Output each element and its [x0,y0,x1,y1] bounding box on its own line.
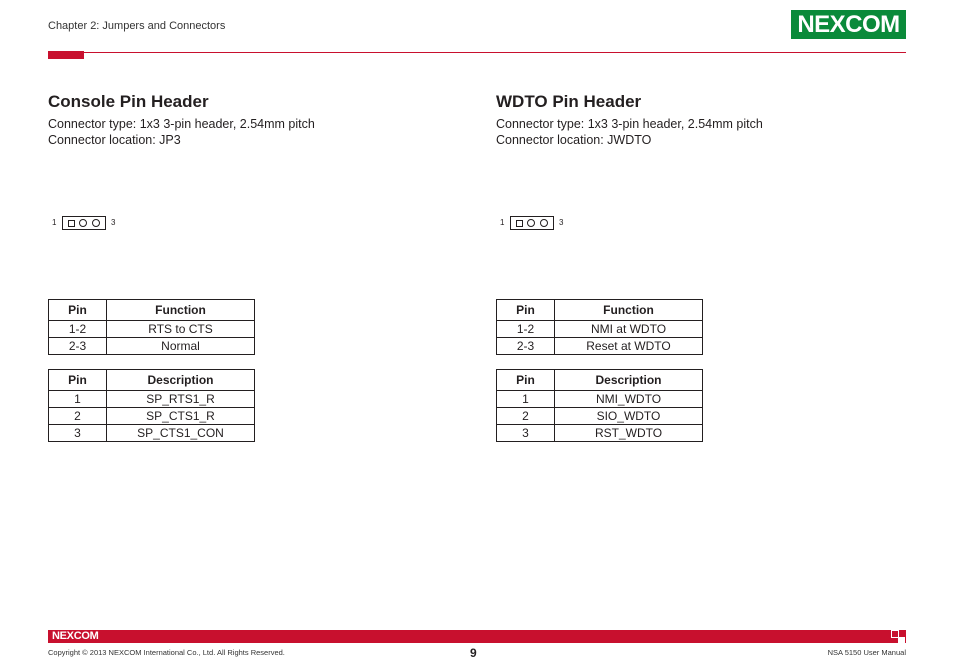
chapter-heading: Chapter 2: Jumpers and Connectors [48,20,226,32]
table-row [49,338,255,355]
manual-title: NSA 5150 User Manual [827,648,906,657]
table-header: Description [555,370,703,391]
wdto-function-table [496,299,703,355]
header-divider [84,52,906,53]
table-header: Pin [497,370,555,391]
table-cell: SIO_WDTO [555,408,703,425]
table-cell: 3 [497,425,555,442]
console-pin-last-label: 3 [111,218,116,227]
table-cell: 2 [497,408,555,425]
table-cell: NMI_WDTO [555,391,703,408]
table-cell: NMI at WDTO [555,321,703,338]
pin-2-circle [527,219,535,227]
table-cell: Reset at WDTO [555,338,703,355]
console-pin-header-diagram [62,216,106,230]
console-connector-type: Connector type: 1x3 3-pin header, 2.54mm pitch [48,117,315,131]
wdto-description-table [496,369,703,442]
table-row [497,391,703,408]
table-cell: SP_RTS1_R [107,391,255,408]
section-title-console: Console Pin Header [48,92,209,111]
pin-1-square [68,220,75,227]
table-cell: 2 [49,408,107,425]
table-cell: RTS to CTS [107,321,255,338]
footer-logo: NEXCOM [52,630,99,642]
console-connector-location: Connector location: JP3 [48,133,181,147]
header-red-block [48,51,84,59]
table-row [49,408,255,425]
table-header: Pin [497,300,555,321]
table-row [49,321,255,338]
table-cell: SP_CTS1_CON [107,425,255,442]
console-description-table [48,369,255,442]
table-cell: SP_CTS1_R [107,408,255,425]
table-row [497,408,703,425]
wdto-pin-last-label: 3 [559,218,564,227]
wdto-connector-type: Connector type: 1x3 3-pin header, 2.54mm pitch [496,117,763,131]
nexcom-logo [791,10,906,39]
table-header: Pin [49,300,107,321]
table-cell: Normal [107,338,255,355]
table-cell: 1-2 [49,321,107,338]
table-cell: 1 [497,391,555,408]
wdto-pin-first-label: 1 [500,218,505,227]
table-row [497,338,703,355]
pin-2-circle [79,219,87,227]
table-row [497,425,703,442]
table-row [49,391,255,408]
table-cell: 1 [49,391,107,408]
console-pin-first-label: 1 [52,218,57,227]
table-cell: 3 [49,425,107,442]
table-header: Function [555,300,703,321]
footer-corner-notch [898,637,905,643]
page-number: 9 [470,646,477,660]
wdto-connector-location: Connector location: JWDTO [496,133,652,147]
table-cell: 1-2 [497,321,555,338]
table-cell: 2-3 [49,338,107,355]
console-function-table [48,299,255,355]
footer-bar [48,630,906,643]
table-cell: RST_WDTO [555,425,703,442]
section-title-wdto: WDTO Pin Header [496,92,642,111]
pin-1-square [516,220,523,227]
table-header: Description [107,370,255,391]
pin-3-circle [540,219,548,227]
table-row [49,425,255,442]
copyright-text: Copyright © 2013 NEXCOM International Co., Ltd. All Rights Reserved. [48,648,285,657]
table-header: Function [107,300,255,321]
logo-text: NEXCOM [797,10,900,38]
table-row [497,321,703,338]
table-header: Pin [49,370,107,391]
pin-3-circle [92,219,100,227]
wdto-pin-header-diagram [510,216,554,230]
table-cell: 2-3 [497,338,555,355]
